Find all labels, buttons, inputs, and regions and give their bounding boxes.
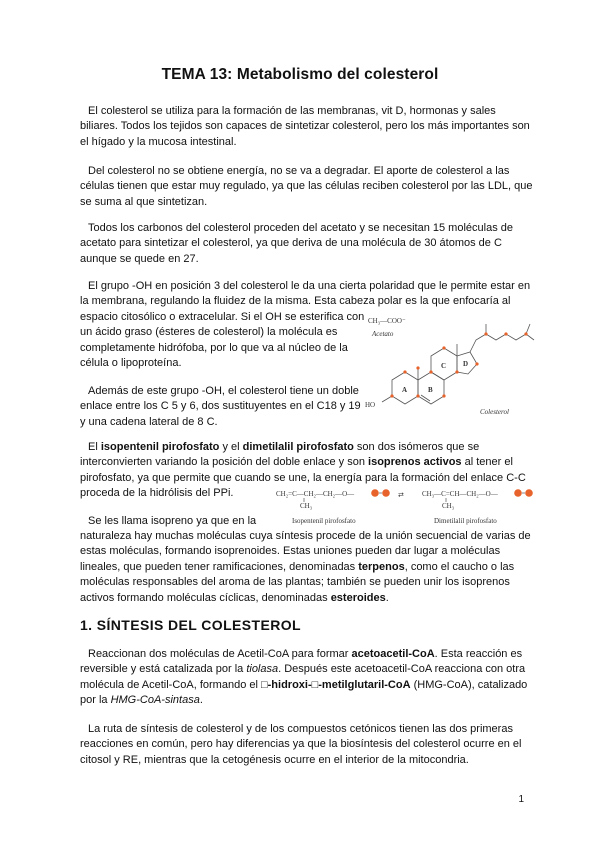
paragraph-intro: El colesterol se utiliza para la formación de las membranas, vit D, hormonas y sales biliares. Todos los tejidos son capaces de sintetizar colesterol, pero los más importantes son el hígado y la mucosa intestinal.	[80, 105, 530, 148]
phosphate-icon	[382, 489, 390, 497]
section-heading: 1. SÍNTESIS DEL COLESTEROL	[80, 617, 301, 633]
phosphate-icon	[514, 489, 522, 497]
isopentenyl-branch: CH₃	[300, 502, 313, 510]
hydroxyl-label: HO	[365, 401, 376, 409]
acetate-label: Acetato	[372, 330, 394, 338]
isopentenyl-label: Isopentenil pirofosfato	[292, 517, 356, 525]
isoprene-reaction-drawing	[276, 484, 538, 528]
isopentenyl-formula: CH₂=C—CH₂—CH₂—O—	[276, 490, 355, 498]
phosphate-icon	[371, 489, 379, 497]
cholesterol-structure-drawing	[362, 308, 540, 420]
dimethylallyl-formula: CH₃—C=CH—CH₂—O—	[422, 490, 498, 498]
paragraph-acetate: Todos los carbonos del colesterol proceden del acetato y se necesitan 15 moléculas de acetato para sintetizar el colesterol, ya que deriva de una molécula de 30 átomos de C aunque se quede en 27.	[80, 222, 513, 265]
paragraph-oh-group-continued: espacio citosólico o extracelular. Si el OH se esterifica con un ácido graso (ésteres de colesterol) la molécula es completamente hidrófoba, por lo que va al núcleo de la célula o lipoproteína.	[80, 311, 365, 370]
paragraph-acetoacetyl: Reaccionan dos moléculas de Acetil-CoA para formar acetoacetil-CoA. Esta reacción es reversible y está catalizada por la tiolasa. Después este acetoacetil-CoA reacciona con otra molécula de Acetil-CoA, formando el □-hidroxi-□-metilglutaril-CoA (HMG-CoA), catalizado por la HMG-CoA-sintasa.	[80, 648, 528, 707]
ring-c-label: C	[441, 362, 447, 370]
paragraph-isoprene-name: Se les llama isopreno ya que en la	[88, 515, 257, 527]
page-number: 1	[518, 794, 524, 805]
ring-a-label: A	[402, 386, 408, 394]
dimethylallyl-branch: CH₃	[442, 502, 455, 510]
paragraph-double-bond: Además de este grupo -OH, el colesterol tiene un doble enlace entre los C 5 y 6, dos sustituyentes en el C18 y 19 y una cadena lateral de 8 C.	[80, 385, 361, 428]
paragraph-pathway: La ruta de síntesis de colesterol y de los compuestos cetónicos tienen las dos primeras reacciones en común, pero hay diferencias ya que la biosíntesis del colesterol ocurre en el citosol y RE, mientras que la cetogénesis ocurre en el interior de la mitocondria.	[80, 723, 522, 766]
ring-d-label: D	[463, 360, 469, 368]
paragraph-energy: Del colesterol no se obtiene energía, no se va a degradar. El aporte de colesterol a las células tienen que estar muy regulado, ya que las células reciben colesterol por las LDL, que se suma al que sintetizan.	[80, 165, 533, 208]
isoprene-reaction-figure	[276, 484, 538, 528]
page-title: TEMA 13: Metabolismo del colesterol	[161, 66, 439, 83]
cholesterol-label: Colesterol	[480, 408, 509, 416]
side-chain-shape	[470, 334, 526, 352]
cholesterol-structure-figure	[362, 308, 540, 420]
dimethylallyl-label: Dimetilalil pirofosfato	[434, 517, 497, 525]
paragraph-oh-group: El grupo -OH en posición 3 del colesterol le da una cierta polaridad que le permite estar en la membrana, regulando la fluidez de la misma. Esta cabeza polar es la que enfocaría al	[80, 280, 531, 308]
paragraph-isoprenoids: naturaleza hay muchas moléculas cuya síntesis procede de la unión secuencial de varias de estas moléculas, formando isoprenoides. Estas uniones pueden dar lugar a moléculas lineales, que pueden tener ramificaciones, denominadas terpenos, como el caucho o las moléculas responsables del aroma de las plantas; también se pueden unir los isoprenos activos formando moléculas cíclicas, denominadas esteroides.	[80, 530, 531, 604]
ring-b-label: B	[428, 386, 433, 394]
acetate-formula: CH₃—COO⁻	[368, 317, 406, 325]
equilibrium-arrow-icon: ⇄	[398, 491, 404, 499]
phosphate-icon	[525, 489, 533, 497]
carbon-markers	[390, 332, 527, 397]
paragraph-isoprenes: El isopentenil pirofosfato y el dimetilalil pirofosfato son dos isómeros que se interconvierten variando la posición del doble enlace y son isoprenos activos al tener el pirofosfato, ya que permite que cuando se une, la energía para la formación del enlace C-C proceda de la hidrólisis del PPi.	[80, 441, 526, 500]
